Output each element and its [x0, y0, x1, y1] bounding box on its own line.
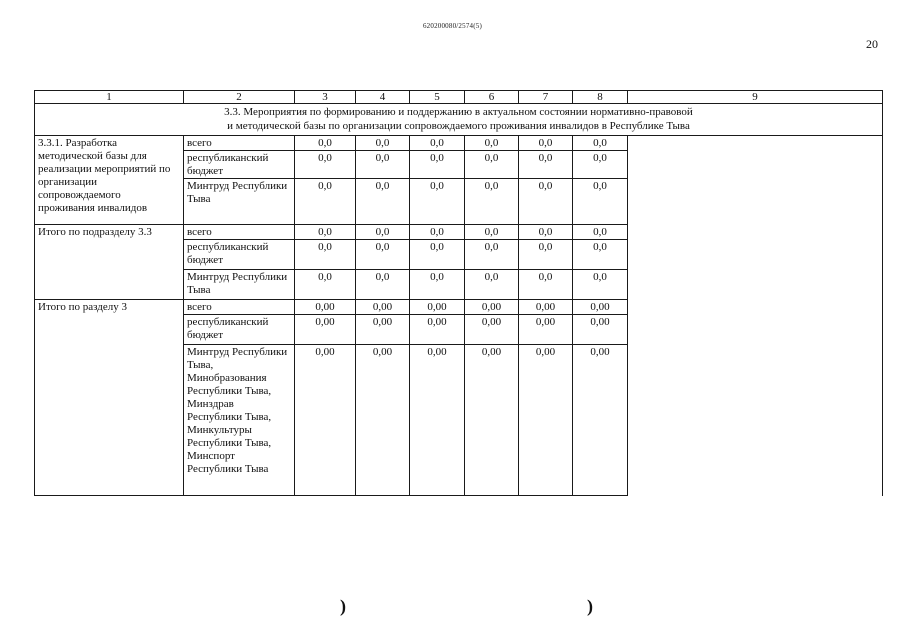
value-cell: 0,0: [295, 269, 356, 299]
value-cell: 0,0: [410, 239, 465, 269]
value-cell: 0,00: [519, 315, 573, 345]
value-cell: 0,00: [295, 345, 356, 496]
value-cell: 0,0: [410, 224, 465, 239]
value-cell: 0,0: [465, 179, 519, 224]
scan-mark: ): [340, 596, 346, 616]
value-cell: 0,0: [356, 239, 410, 269]
value-cell: 0,0: [573, 179, 628, 224]
value-cell: 0,0: [519, 269, 573, 299]
budget-table: [34, 90, 883, 496]
value-cell: 0,0: [465, 136, 519, 151]
document-code: 620200080/2574(5): [422, 22, 482, 30]
column-number-4: 4: [356, 91, 410, 104]
value-cell: 0,00: [573, 345, 628, 496]
value-cell: 0,00: [465, 299, 519, 314]
value-cell: 0,0: [356, 151, 410, 179]
value-cell: 0,0: [519, 224, 573, 239]
value-cell: 0,00: [465, 345, 519, 496]
value-cell: 0,00: [410, 315, 465, 345]
column-9-empty: [628, 136, 883, 496]
value-cell: 0,0: [465, 269, 519, 299]
section-title-row: [35, 104, 883, 136]
value-cell: 0,0: [573, 269, 628, 299]
page-number: 20: [866, 37, 878, 51]
subtotal-label: Итого по подразделу 3.3: [35, 224, 184, 299]
value-cell: 0,00: [573, 299, 628, 314]
funding-source: всего: [184, 299, 295, 314]
value-cell: 0,0: [573, 224, 628, 239]
column-number-3: 3: [295, 91, 356, 104]
value-cell: 0,0: [410, 151, 465, 179]
column-number-row: [35, 91, 883, 104]
value-cell: 0,00: [465, 315, 519, 345]
section-title: [35, 104, 883, 136]
value-cell: 0,0: [519, 179, 573, 224]
column-number-8: 8: [573, 91, 628, 104]
value-cell: 0,00: [410, 345, 465, 496]
value-cell: 0,00: [356, 345, 410, 496]
value-cell: 0,0: [573, 239, 628, 269]
funding-source: всего: [184, 136, 295, 151]
value-cell: 0,0: [465, 239, 519, 269]
value-cell: 0,0: [295, 136, 356, 151]
scan-mark: ): [587, 596, 593, 616]
column-number-1: 1: [35, 91, 184, 104]
column-number-5: 5: [410, 91, 465, 104]
funding-source: республиканский бюджет: [184, 315, 295, 345]
value-cell: 0,0: [356, 136, 410, 151]
funding-source: республиканский бюджет: [184, 151, 295, 179]
column-number-7: 7: [519, 91, 573, 104]
table-row: [35, 136, 883, 151]
value-cell: 0,00: [573, 315, 628, 345]
value-cell: 0,0: [410, 136, 465, 151]
value-cell: 0,00: [519, 299, 573, 314]
value-cell: 0,0: [295, 179, 356, 224]
value-cell: 0,0: [519, 151, 573, 179]
funding-source: Минтруд Республики Тыва, Минобразования Республики Тыва, Минздрав Республики Тыва, Минкультуры Республики Тыва, Минспорт Республики Тыва: [184, 345, 295, 496]
funding-source: всего: [184, 224, 295, 239]
value-cell: 0,0: [356, 269, 410, 299]
value-cell: 0,0: [519, 239, 573, 269]
value-cell: 0,00: [410, 299, 465, 314]
value-cell: 0,0: [519, 136, 573, 151]
section-title-line-1: 3.3. Мероприятия по формированию и поддержанию в актуальном состоянии нормативно-правовой: [224, 106, 693, 119]
value-cell: 0,0: [295, 224, 356, 239]
funding-source: Минтруд Республики Тыва: [184, 269, 295, 299]
value-cell: 0,0: [410, 269, 465, 299]
funding-source: республиканский бюджет: [184, 239, 295, 269]
value-cell: 0,0: [295, 151, 356, 179]
column-number-6: 6: [465, 91, 519, 104]
measure-label: 3.3.1. Разработка методической базы для реализации мероприятий по организации сопровождаемого проживания инвалидов: [35, 136, 184, 224]
column-number-2: 2: [184, 91, 295, 104]
funding-source: Минтруд Республики Тыва: [184, 179, 295, 224]
value-cell: 0,0: [573, 136, 628, 151]
value-cell: 0,0: [465, 224, 519, 239]
value-cell: 0,0: [356, 224, 410, 239]
value-cell: 0,0: [410, 179, 465, 224]
value-cell: 0,0: [465, 151, 519, 179]
value-cell: 0,0: [295, 239, 356, 269]
column-number-9: 9: [628, 91, 883, 104]
section-title-line-2: и методической базы по организации сопровождаемого проживания инвалидов в Республике Тыва: [227, 120, 690, 133]
value-cell: 0,00: [295, 315, 356, 345]
value-cell: 0,00: [356, 315, 410, 345]
total-label: Итого по разделу 3: [35, 299, 184, 495]
value-cell: 0,00: [356, 299, 410, 314]
value-cell: 0,0: [356, 179, 410, 224]
value-cell: 0,00: [295, 299, 356, 314]
value-cell: 0,00: [519, 345, 573, 496]
value-cell: 0,0: [573, 151, 628, 179]
